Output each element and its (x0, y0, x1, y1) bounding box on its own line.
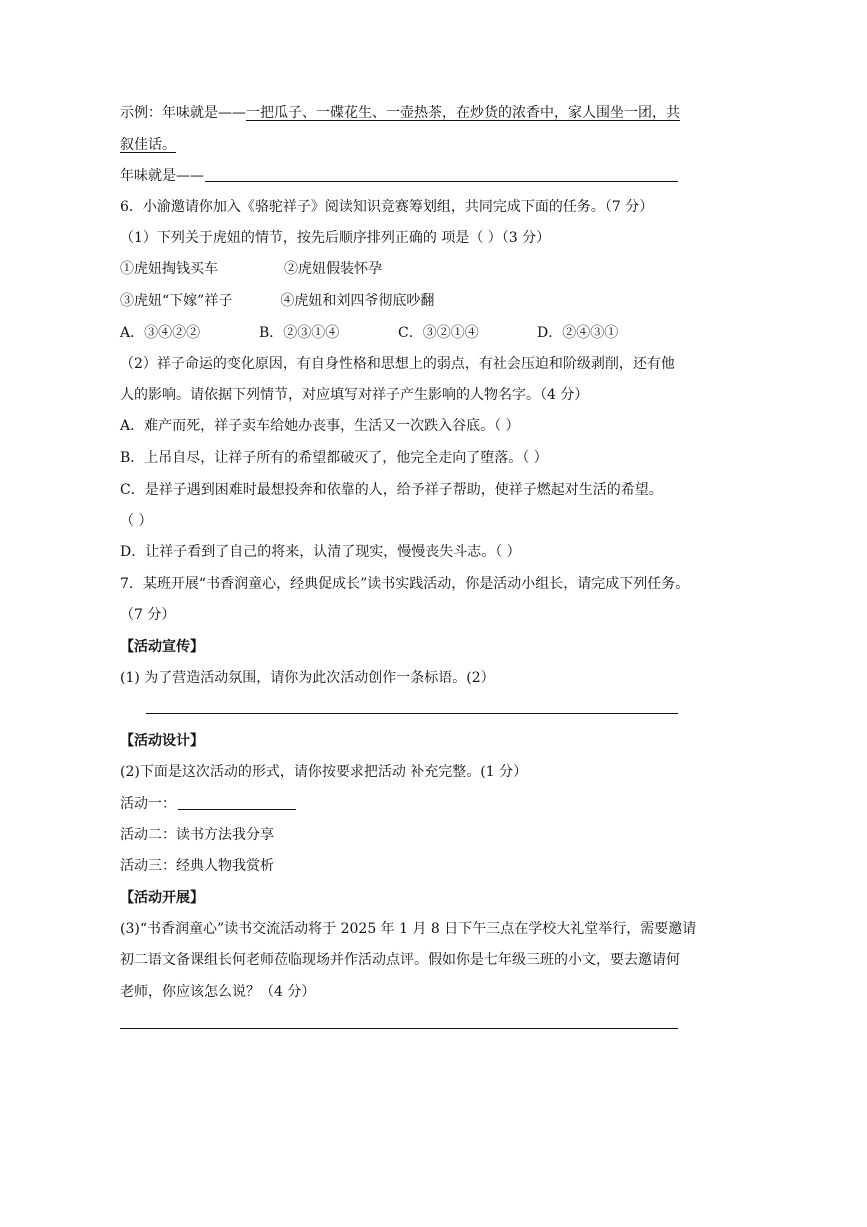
q7-stem-2: （7 分） (120, 607, 176, 623)
example-answer-part1: 一把瓜子、一碟花生、一壶热茶，在炒货的浓香中，家人围坐一团，共 (246, 105, 680, 121)
fill-answer-line[interactable] (205, 181, 678, 182)
q6-sub1-items-row1 (120, 259, 382, 279)
q6-sub2-c-2: （ ） (120, 513, 153, 529)
q6-sub2-stem-2: 人的影响。请依据下列情节，对应填写对祥子产生影响的人物名字。（4 分） (120, 387, 589, 403)
activity-1: 活动一： (120, 796, 176, 812)
design-heading: 【活动设计】 (120, 733, 204, 749)
q6-stem: 6．小渝邀请你加入《骆驼祥子》阅读知识竞赛筹划组，共同完成下面的任务。（7 分） (120, 199, 654, 215)
q7-sub3-1: (3)“书香润童心”读书交流活动将于 2025 年 1 月 8 日下午三点在学校大礼堂举行，需要邀请 (120, 921, 697, 937)
activity-1-answer-line[interactable] (178, 809, 296, 810)
fill-prompt: 年味就是—— (120, 168, 204, 184)
promo-heading: 【活动宣传】 (120, 639, 204, 655)
q7-stem-1: 7．某班开展“书香润童心，经典促成长”读书实践活动，你是活动小组长，请完成下列任务。 (120, 576, 690, 592)
q6-option-c[interactable]: C．③②①④ (398, 325, 479, 341)
q7-sub3-3: 老师，你应该怎么说？（4 分） (120, 984, 316, 1000)
q6-option-b[interactable]: B．②③①④ (259, 325, 340, 341)
q7-sub3-2: 初二语文备课组长何老师莅临现场并作活动点评。假如你是七年级三班的小文，要去邀请何 (120, 952, 680, 968)
q6-item-1: ①虎妞掏钱买车 (120, 261, 218, 277)
q6-sub1-items-row2 (120, 291, 434, 311)
example-label: 示例：年味就是—— (120, 105, 246, 121)
q6-sub2-d: D．让祥子看到了自己的将来，认清了现实，慢慢丧失斗志。（ ） (120, 544, 521, 560)
q6-item-2: ②虎妞假装怀孕 (284, 261, 382, 277)
q6-sub2-a: A．难产而死，祥子卖车给她办丧事，生活又一次跌入谷底。（ ） (120, 418, 520, 434)
q6-item-4: ④虎妞和刘四爷彻底吵翻 (280, 293, 435, 309)
q6-sub2-c-1: C．是祥子遇到困难时最想投奔和依靠的人，给予祥子帮助，使祥子燃起对生活的希望。 (120, 482, 663, 498)
q6-option-a[interactable]: A．③④②② (120, 325, 201, 341)
slogan-answer-line[interactable] (146, 713, 678, 714)
q7-sub2: (2)下面是这次活动的形式，请你按要求把活动 补充完整。(1 分） (120, 764, 528, 780)
q6-sub1-stem: （1）下列关于虎妞的情节，按先后顺序排列正确的 项是（ ）（3 分） (120, 230, 551, 246)
activity-3: 活动三：经典人物我赏析 (120, 858, 274, 874)
activity-2: 活动二：读书方法我分享 (120, 827, 274, 843)
q6-item-3: ③虎妞“下嫁”祥子 (120, 293, 233, 309)
example-answer-part2: 叙佳话。 (120, 137, 176, 153)
q7-sub1: (1) 为了营造活动氛围，请你为此次活动创作一条标语。(2） (120, 670, 495, 686)
example-line-2 (120, 135, 176, 155)
q6-option-d[interactable]: D．②④③① (537, 325, 619, 341)
q6-sub2-b: B．上吊自尽，让祥子所有的希望都破灭了，他完全走向了堕落。（ ） (120, 450, 548, 466)
invite-answer-line[interactable] (120, 1028, 678, 1029)
q6-sub2-stem-1: （2）祥子命运的变化原因，有自身性格和思想上的弱点，有社会压迫和阶级剥削，还有他 (120, 356, 675, 372)
example-line-1 (120, 103, 680, 123)
carry-heading: 【活动开展】 (120, 890, 204, 906)
